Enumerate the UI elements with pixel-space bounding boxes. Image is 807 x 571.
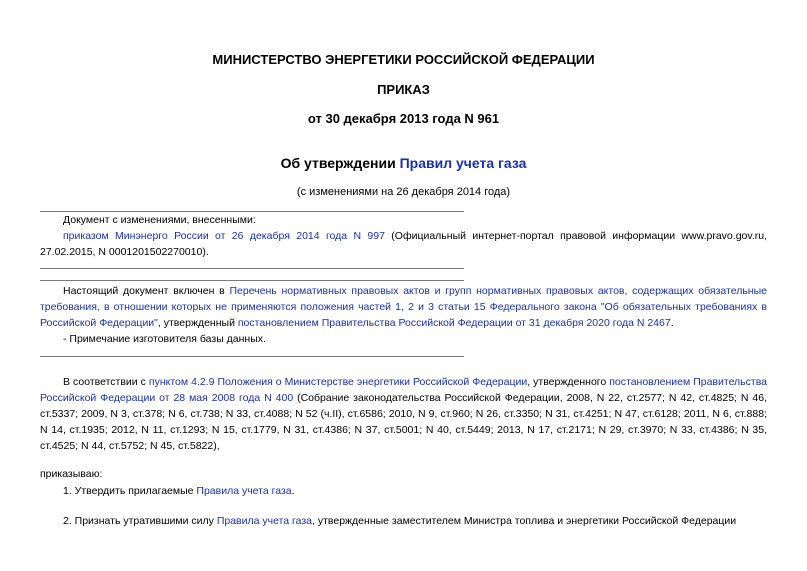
changes-block bbox=[40, 212, 767, 260]
regulation-clause-link[interactable]: пунктом 4.2.9 Положения о Министерстве энергетики Российской Федерации bbox=[148, 376, 528, 388]
requirements-list-link[interactable]: Перечень нормативных правовых актов и групп нормативных правовых актов, содержащих обязательные требования, в отношении которых не применяются положения частей 1, 2 и 3 статьи 15 Федерального закона "Об обязательных требованиях в Российской Федерации" bbox=[40, 285, 767, 329]
doc-type-heading: ПРИКАЗ bbox=[377, 82, 430, 97]
notice-block bbox=[40, 283, 767, 347]
divider-middle-1 bbox=[40, 268, 464, 269]
basis-paragraph: В соответствии с пунктом 4.2.9 Положения о Министерстве энергетики Российской Федерации, утвержденного постановлением Правительства Российской Федерации от 28 мая 2008 года N 400 (Собрание законодательства Российской Федерации, 2008, N 22, ст.2577; N 42, ст.4825; N 46, ст.5337; 2009, N 3, ст.378; N 6, ст.738; N 33, ст.4088; N 52 (ч.II), ст.6586; 2010, N 9, ст.960; N 26, ст.3350; N 31, ст.4251; N 47, ст.6128; 2011, N 6, ст.888; N 14, ст.1935; 2012, N 11, ст.1293; N 15, ст.1779, N 31, ст.4386; N 37, ст.5001; N 40, ст.5449; 2013, N 17, ст.2171; N 29, ст.3970; N 33, ст.4386; N 35, ст.4525; N 44, ст.5752; N 45, ст.5822), bbox=[40, 376, 768, 452]
item-2: 2. Признать утратившими силу Правила учета газа, утвержденные заместителем Министра топлива и энергетики Российской Федерации bbox=[63, 515, 737, 527]
title-prefix: Об утверждении bbox=[280, 155, 400, 171]
basis-paragraph-block bbox=[40, 374, 767, 454]
government-decree-400-link[interactable]: постановлением Правительства Российской Федерации от 28 мая 2008 года N 400 bbox=[40, 376, 768, 404]
producer-note: - Примечание изготовителя базы данных. bbox=[63, 333, 266, 345]
changes-intro: Документ с изменениями, внесенными: bbox=[63, 214, 256, 226]
notice-paragraph: Настоящий документ включен в Перечень нормативных правовых актов и групп нормативных правовых актов, содержащих обязательные требования, в отношении которых не применяются положения частей 1, 2 и 3 статьи 15 Федерального закона "Об обязательных требованиях в Российской Федерации", утвержденный постановлением Правительства Российской Федерации от 31 декабря 2020 года N 2467. bbox=[40, 285, 767, 329]
divider-bottom bbox=[40, 356, 464, 357]
divider-middle-2 bbox=[40, 280, 464, 281]
amending-order-link[interactable]: приказом Минэнерго России от 26 декабря 2014 года N 997 bbox=[63, 230, 385, 242]
order-word: приказываю: bbox=[40, 468, 103, 480]
date-number-heading: от 30 декабря 2013 года N 961 bbox=[307, 111, 500, 126]
gas-rules-link-1[interactable]: Правила учета газа bbox=[196, 485, 292, 497]
government-decree-2467-link[interactable]: постановлением Правительства Российской Федерации от 31 декабря 2020 года N 2467 bbox=[237, 317, 671, 329]
document-title bbox=[0, 155, 807, 171]
item-1: 1. Утвердить прилагаемые Правила учета газа. bbox=[63, 485, 295, 497]
ministry-heading: МИНИСТЕРСТВО ЭНЕРГЕТИКИ РОССИЙСКОЙ ФЕДЕРАЦИИ bbox=[212, 52, 595, 67]
changes-detail: приказом Минэнерго России от 26 декабря 2014 года N 997 (Официальный интернет-портал правовой информации www.pravo.gov.ru, 27.02.2015, N 0001201502270010). bbox=[40, 230, 768, 258]
amendment-note: (с изменениями на 26 декабря 2014 года) bbox=[296, 186, 511, 198]
gas-rules-link-2[interactable]: Правила учета газа bbox=[216, 515, 312, 527]
title-link[interactable]: Правил учета газа bbox=[399, 155, 527, 171]
